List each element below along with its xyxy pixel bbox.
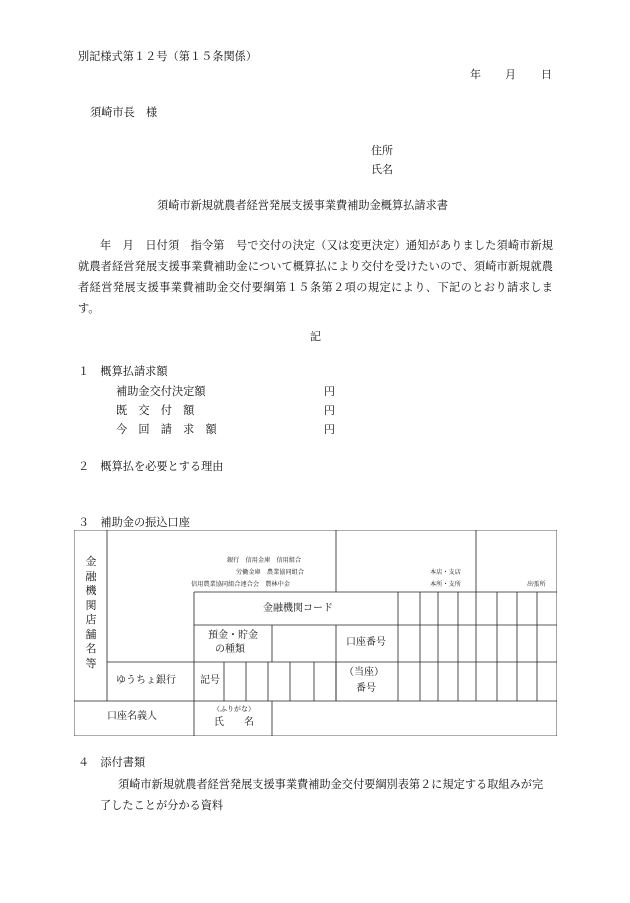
account-number-label: 口座番号 (346, 637, 386, 648)
current-account-line1: （当座） (344, 667, 384, 678)
kigo-label: 記号 (200, 675, 220, 686)
address-label: 住所 (371, 144, 393, 157)
form-number: 別記様式第１２号（第１５条関係） (78, 50, 258, 63)
bank-types-line2: 労働金庫 農業協同組合 (236, 569, 305, 576)
ki-heading: 記 (310, 330, 321, 343)
deposit-type-line1: 預金・貯金 (208, 630, 258, 641)
bank-types-line3: 信用農業協同組合連合会 農林中金 (191, 581, 290, 588)
holder-name-label: 氏 名 (214, 717, 254, 728)
amount-row-label: 今 回 請 求 額 (116, 423, 217, 436)
section4-heading: ４ 添付書類 (78, 756, 146, 769)
addressee: 須崎市長 様 (90, 106, 158, 119)
name-label: 氏名 (371, 163, 393, 176)
section3-heading: ３ 補助金の振込口座 (78, 516, 190, 529)
attachment-description: 須崎市新規就農者経営発展支援事業費補助金交付要綱別表第２に規定する取組みが完了したことが分かる資料 (100, 778, 544, 812)
amount-row-label: 補助金交付決定額 (116, 385, 206, 398)
date-year: 年 (470, 68, 481, 81)
section2-heading: ２ 概算払を必要とする理由 (78, 460, 224, 473)
section1-heading: １ 概算払請求額 (78, 365, 168, 378)
amount-row-unit: 円 (324, 385, 335, 398)
yucho-label: ゆうちょ銀行 (116, 675, 176, 686)
current-account-line2: 番号 (356, 683, 376, 694)
date-month: 月 (505, 68, 516, 81)
branch-line1: 本店・支店 (430, 569, 461, 576)
deposit-type-line2: の種類 (215, 644, 245, 655)
bank-code-label: 金融機関コード (263, 603, 333, 614)
amount-row-unit: 円 (324, 404, 335, 417)
bank-types-line1: 銀行 信用金庫 信用組合 (227, 557, 302, 564)
furigana-label: （ふりがな） (213, 705, 255, 713)
bank-account-table (74, 530, 557, 736)
document-title: 須崎市新規就農者経営発展支援事業費補助金概算払請求書 (157, 199, 448, 212)
body-paragraph: 年 月 日付須 指令第 号で交付の決定（又は変更決定）通知がありました須崎市新規就農者経営発展支援事業費補助金について概算払により交付を受けたいので、須崎市新規就農者経営発展支援事業費補助金交付要綱第１５条第２項の規定により、下記のとおり請求します。 (78, 239, 553, 315)
holder-label: 口座名義人 (107, 711, 157, 722)
bank-branch-label: 金 融 機 関 店 舗 名 等 (85, 555, 97, 670)
branch-line3: 出張所 (527, 581, 546, 588)
amount-row-unit: 円 (324, 423, 335, 436)
amount-row-label: 既 交 付 額 (116, 404, 195, 417)
branch-line2: 本所・支所 (430, 581, 461, 588)
date-day: 日 (541, 68, 552, 81)
